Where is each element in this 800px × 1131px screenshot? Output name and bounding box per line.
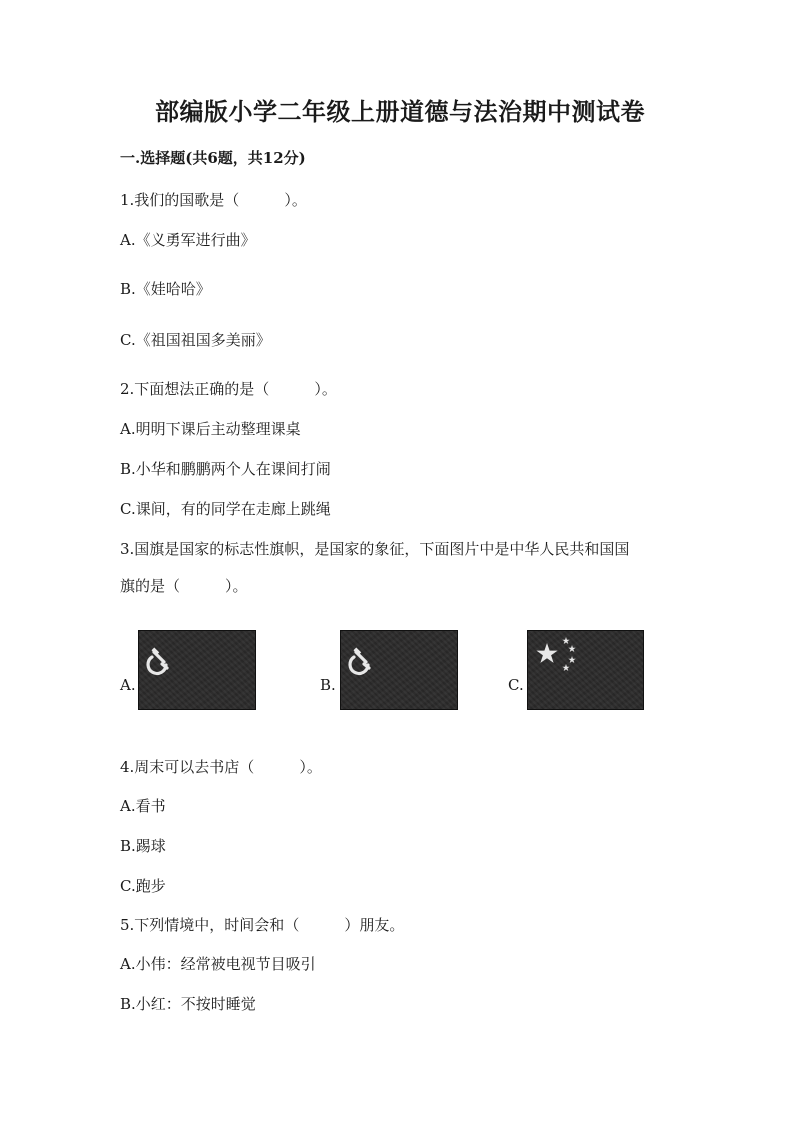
question-3-option-b[interactable] xyxy=(320,626,460,716)
option-letter: B. xyxy=(320,676,336,694)
question-5-option-a[interactable]: A.小伟：经常被电视节目吸引 xyxy=(120,955,316,973)
hammer-sickle-flag-icon xyxy=(340,630,458,710)
option-letter: A. xyxy=(120,676,136,694)
five-star-flag-icon xyxy=(527,630,644,710)
page-title: 部编版小学二年级上册道德与法治期中测试卷 xyxy=(155,97,645,126)
question-3-stem-line-2: 旗的是（ ）。 xyxy=(120,577,248,595)
question-5-option-b[interactable]: B.小红：不按时睡觉 xyxy=(120,995,256,1013)
question-1-option-a[interactable]: A.《义勇军进行曲》 xyxy=(120,231,256,249)
question-2-stem: 2.下面想法正确的是（ ）。 xyxy=(120,380,337,398)
option-letter: C. xyxy=(508,676,524,694)
hammer-sickle-flag-icon xyxy=(138,630,256,710)
question-1-option-c[interactable]: C.《祖国祖国多美丽》 xyxy=(120,331,271,349)
question-4-stem: 4.周末可以去书店（ ）。 xyxy=(120,758,322,776)
question-1-option-b[interactable]: B.《娃哈哈》 xyxy=(120,280,211,298)
question-3-option-a[interactable] xyxy=(120,626,260,716)
question-3-stem-line-1: 3.国旗是国家的标志性旗帜，是国家的象征，下面图片中是中华人民共和国国 xyxy=(120,540,630,558)
section-heading: 一.选择题(共6题，共12分) xyxy=(120,149,306,167)
question-3-flag-options xyxy=(120,626,680,716)
question-2-option-a[interactable]: A.明明下课后主动整理课桌 xyxy=(120,420,301,438)
question-4-option-a[interactable]: A.看书 xyxy=(120,797,166,815)
question-4-option-c[interactable]: C.跑步 xyxy=(120,877,166,895)
question-4-option-b[interactable]: B.踢球 xyxy=(120,837,166,855)
question-1-stem: 1.我们的国歌是（ ）。 xyxy=(120,191,307,209)
question-3-option-c[interactable] xyxy=(508,626,668,716)
question-5-stem: 5.下列情境中，时间会和（ ）朋友。 xyxy=(120,916,405,934)
question-2-option-b[interactable]: B.小华和鹏鹏两个人在课间打闹 xyxy=(120,460,331,478)
question-2-option-c[interactable]: C.课间，有的同学在走廊上跳绳 xyxy=(120,500,331,518)
